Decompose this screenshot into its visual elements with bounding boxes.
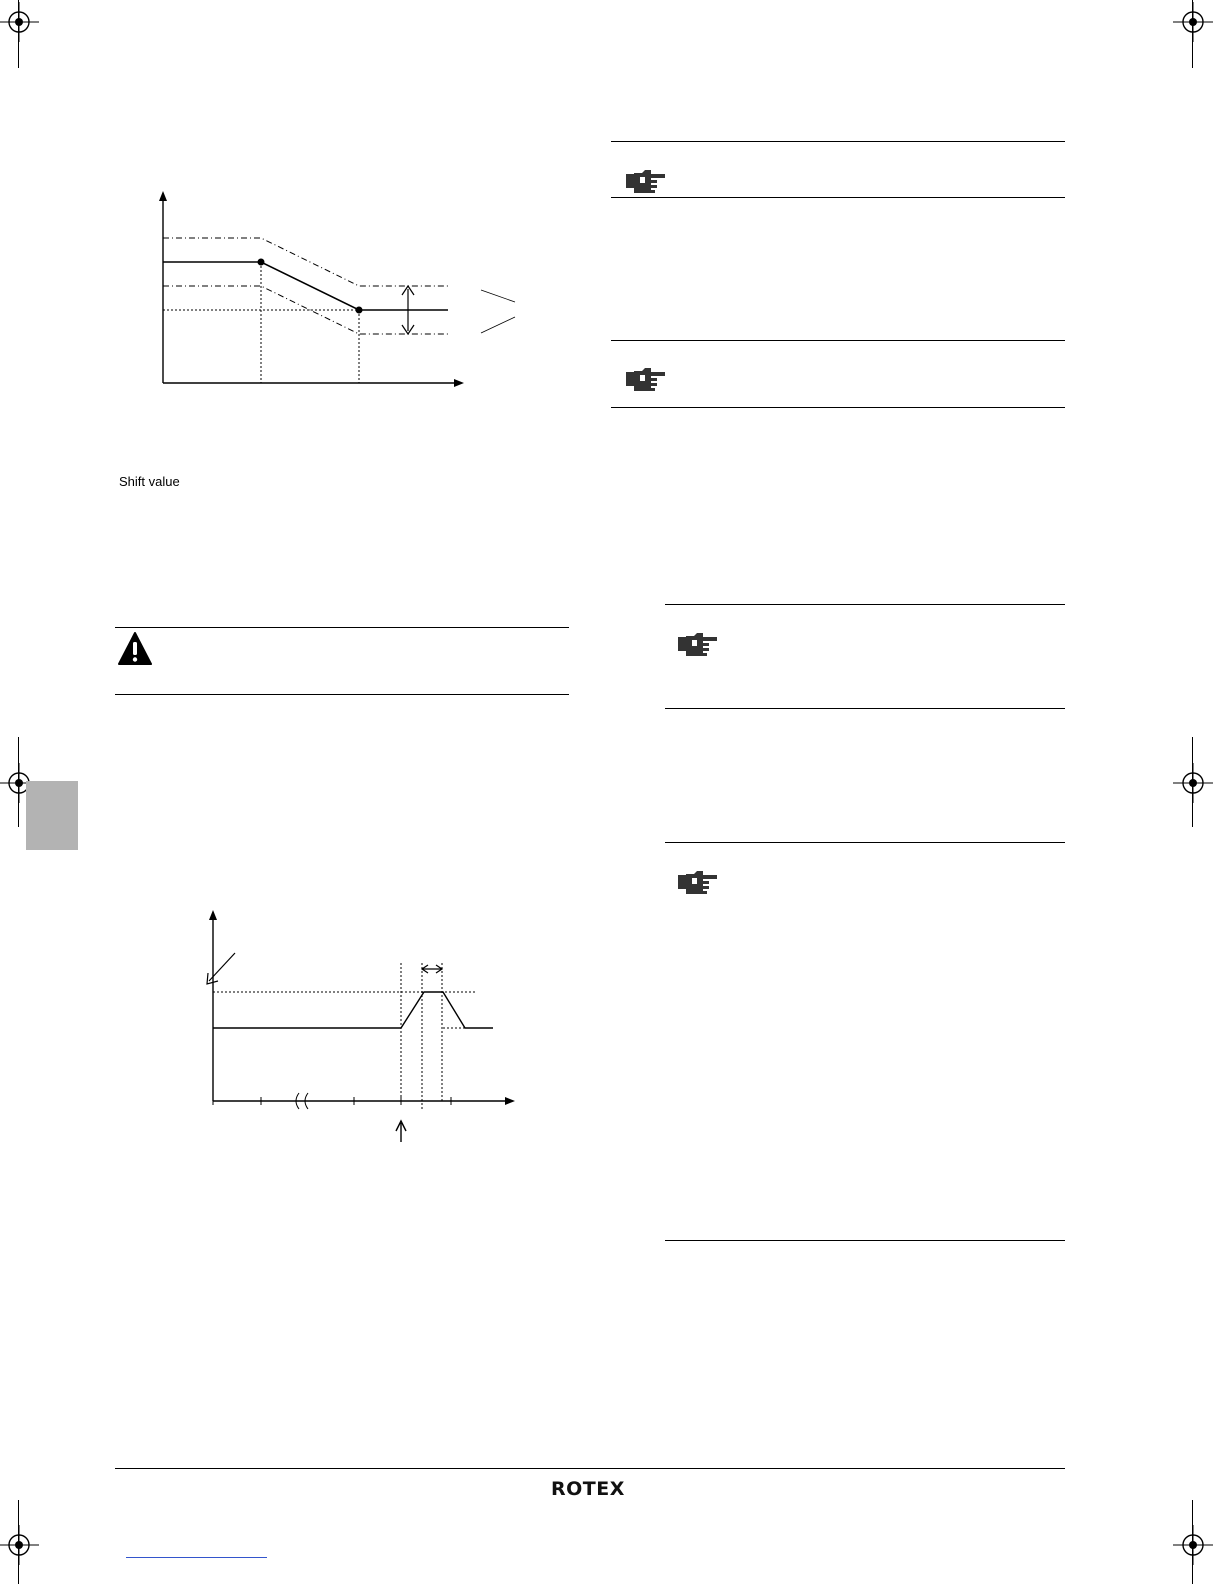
note-3-top-rule	[665, 604, 1065, 605]
warning-top-rule	[115, 627, 569, 628]
chapter-side-tab	[26, 781, 78, 850]
registration-icon	[1173, 763, 1213, 803]
note-4-bottom-rule	[665, 1240, 1065, 1241]
note-2-top-rule	[611, 340, 1065, 341]
pointing-hand-note-icon	[678, 631, 718, 657]
note-4-top-rule	[665, 842, 1065, 843]
warning-bottom-rule	[115, 694, 569, 695]
footer-rule	[115, 1468, 1065, 1469]
note-2-bottom-rule	[611, 407, 1065, 408]
weather-dependent-curve-diagram	[140, 185, 540, 395]
registration-icon	[1173, 2, 1213, 42]
pointing-hand-note-icon	[678, 869, 718, 895]
shift-value-label: Shift value	[119, 474, 180, 489]
pointing-hand-note-icon	[626, 366, 666, 392]
rotex-logo: ROTEX	[551, 1478, 625, 1500]
registration-icon	[1173, 1525, 1213, 1565]
temperature-peak-timeline-diagram	[195, 905, 525, 1145]
registration-icon	[0, 1525, 39, 1565]
footer-link-underline[interactable]	[126, 1557, 267, 1558]
note-3-bottom-rule	[665, 708, 1065, 709]
warning-triangle-icon	[117, 631, 153, 667]
note-1-bottom-rule	[611, 197, 1065, 198]
note-1-top-rule	[611, 141, 1065, 142]
pointing-hand-note-icon	[626, 168, 666, 194]
registration-icon	[0, 2, 39, 42]
